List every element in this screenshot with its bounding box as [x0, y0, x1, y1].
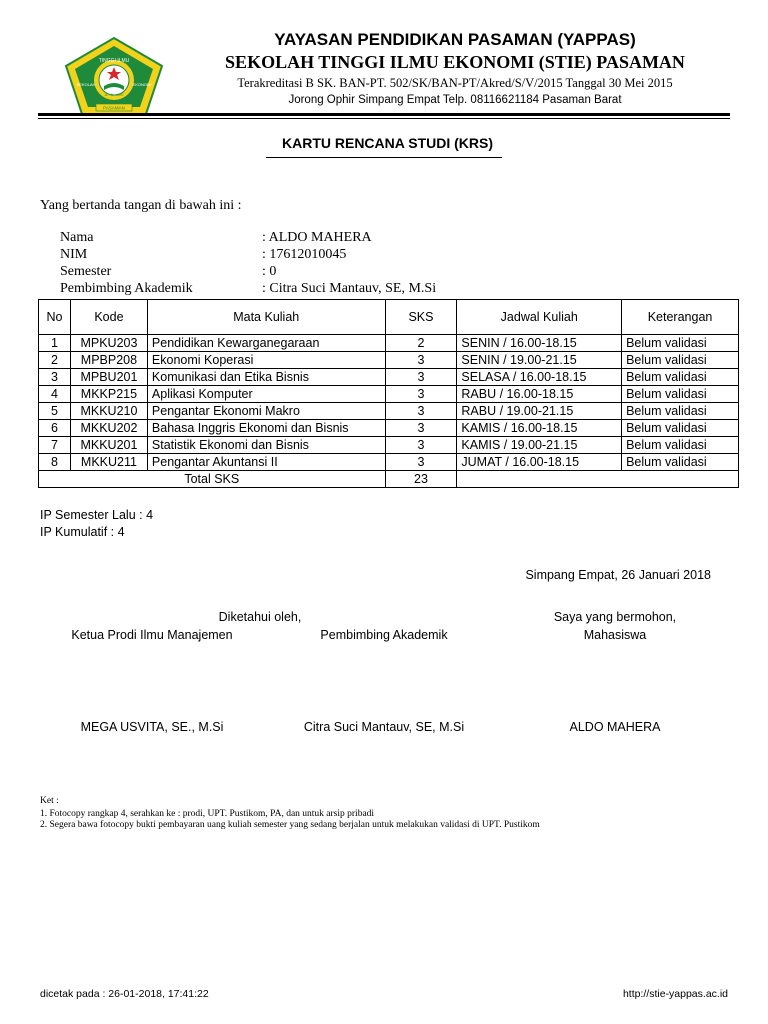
stie-pasaman-logo [62, 36, 166, 116]
student-semester-value: : 0 [262, 264, 277, 279]
cell-mata-kuliah: Aplikasi Komputer [147, 386, 385, 403]
cell-kode: MKKU211 [70, 454, 147, 471]
table-row [39, 386, 739, 403]
student-signature-name: ALDO MAHERA [569, 720, 661, 734]
cell-sks: 3 [385, 420, 457, 437]
school-name: SEKOLAH TINGGI ILMU EKONOMI (STIE) PASAMAN [225, 52, 685, 72]
cell-sks: 3 [385, 403, 457, 420]
cell-sks: 3 [385, 352, 457, 369]
table-row [39, 420, 739, 437]
cell-mata-kuliah: Statistik Ekonomi dan Bisnis [147, 437, 385, 454]
cell-sks: 3 [385, 369, 457, 386]
cell-kode: MKKU210 [70, 403, 147, 420]
printed-timestamp: dicetak pada : 26-01-2018, 17:41:22 [40, 988, 209, 1000]
total-sks-value: 23 [385, 471, 457, 488]
student-role: Mahasiswa [583, 628, 647, 642]
intro-text: Yang bertanda tangan di bawah ini : [40, 198, 242, 213]
cell-jadwal: RABU / 16.00-18.15 [457, 386, 622, 403]
cell-kode: MPBP208 [70, 352, 147, 369]
cell-no: 8 [39, 454, 71, 471]
header-divider-thick [38, 113, 730, 116]
cell-keterangan: Belum validasi [622, 335, 739, 352]
cell-no: 5 [39, 403, 71, 420]
cell-mata-kuliah: Pendidikan Kewarganegaraan [147, 335, 385, 352]
col-header-no: No [39, 300, 71, 335]
document-title: KARTU RENCANA STUDI (KRS) [281, 135, 494, 151]
cell-jadwal: SENIN / 16.00-18.15 [457, 335, 622, 352]
pa-name: Citra Suci Mantauv, SE, M.Si [303, 720, 465, 734]
table-row [39, 369, 739, 386]
cell-kode: MPKU203 [70, 335, 147, 352]
student-name-label: Nama [60, 230, 94, 245]
cell-kode: MKKU201 [70, 437, 147, 454]
foundation-name: YAYASAN PENDIDIKAN PASAMAN (YAPPAS) [274, 30, 636, 49]
place-date: Simpang Empat, 26 Januari 2018 [525, 568, 711, 582]
header-divider-thin [38, 118, 730, 119]
total-empty-cell [457, 471, 739, 488]
student-nim-value: : 17612010045 [262, 247, 347, 262]
cell-jadwal: KAMIS / 19.00-21.15 [457, 437, 622, 454]
cell-no: 4 [39, 386, 71, 403]
col-header-sks: SKS [385, 300, 457, 335]
cell-no: 2 [39, 352, 71, 369]
total-sks-label: Total SKS [39, 471, 386, 488]
student-name-value: : ALDO MAHERA [262, 230, 372, 245]
table-row [39, 403, 739, 420]
logo-top-text: TINGGI ILMU [98, 58, 130, 64]
cell-sks: 3 [385, 454, 457, 471]
logo-left-text: SEKOLAH [76, 82, 96, 87]
table-row [39, 335, 739, 352]
table-row [39, 352, 739, 369]
cell-no: 1 [39, 335, 71, 352]
cell-jadwal: RABU / 19.00-21.15 [457, 403, 622, 420]
cell-sks: 2 [385, 335, 457, 352]
cell-kode: MKKP215 [70, 386, 147, 403]
title-underline [266, 157, 502, 158]
col-header-kode: Kode [70, 300, 147, 335]
ip-kumulatif: IP Kumulatif : 4 [40, 525, 125, 539]
cell-jadwal: JUMAT / 16.00-18.15 [457, 454, 622, 471]
cell-kode: MKKU202 [70, 420, 147, 437]
requester-text: Saya yang bermohon, [553, 610, 677, 624]
accreditation-text: Terakreditasi B SK. BAN-PT. 502/SK/BAN-PT/Akred/S/V/2015 Tanggal 30 Mei 2015 [237, 76, 673, 90]
cell-mata-kuliah: Ekonomi Koperasi [147, 352, 385, 369]
cell-mata-kuliah: Pengantar Akuntansi II [147, 454, 385, 471]
cell-jadwal: KAMIS / 16.00-18.15 [457, 420, 622, 437]
cell-sks: 3 [385, 437, 457, 454]
cell-kode: MPBU201 [70, 369, 147, 386]
col-header-jadwal: Jadwal Kuliah [457, 300, 622, 335]
address-text: Jorong Ophir Simpang Empat Telp. 08116621184 Pasaman Barat [288, 94, 622, 106]
cell-keterangan: Belum validasi [622, 369, 739, 386]
notes-title: Ket : [40, 796, 59, 806]
ip-semester-lalu: IP Semester Lalu : 4 [40, 508, 154, 522]
cell-keterangan: Belum validasi [622, 403, 739, 420]
cell-mata-kuliah: Komunikasi dan Etika Bisnis [147, 369, 385, 386]
known-by-text: Diketahui oleh, [218, 610, 302, 624]
table-header-row [39, 300, 739, 335]
footer-url: http://stie-yappas.ac.id [622, 988, 728, 1000]
logo-right-text: EKONOMI [132, 82, 152, 87]
advisor-label: Pembimbing Akademik [60, 281, 193, 296]
cell-no: 6 [39, 420, 71, 437]
cell-mata-kuliah: Bahasa Inggris Ekonomi dan Bisnis [147, 420, 385, 437]
cell-jadwal: SENIN / 19.00-21.15 [457, 352, 622, 369]
pa-role: Pembimbing Akademik [320, 628, 448, 642]
kaprodi-name: MEGA USVITA, SE., M.Si [80, 720, 224, 734]
note-item: 2. Segera bawa fotocopy bukti pembayaran uang kuliah semester yang sedang berjalan untuk melakukan validasi di UPT. Pustikom [40, 820, 540, 830]
logo-date-text: 11 - 6 - 1997 [104, 93, 124, 97]
cell-jadwal: SELASA / 16.00-18.15 [457, 369, 622, 386]
student-semester-label: Semester [60, 264, 112, 279]
cell-no: 3 [39, 369, 71, 386]
kaprodi-role: Ketua Prodi Ilmu Manajemen [71, 628, 233, 642]
cell-keterangan: Belum validasi [622, 454, 739, 471]
cell-keterangan: Belum validasi [622, 420, 739, 437]
table-row [39, 454, 739, 471]
col-header-keterangan: Keterangan [622, 300, 739, 335]
advisor-value: : Citra Suci Mantauv, SE, M.Si [262, 281, 437, 296]
cell-mata-kuliah: Pengantar Ekonomi Makro [147, 403, 385, 420]
col-header-mata-kuliah: Mata Kuliah [147, 300, 385, 335]
cell-keterangan: Belum validasi [622, 352, 739, 369]
table-row [39, 437, 739, 454]
cell-keterangan: Belum validasi [622, 386, 739, 403]
cell-keterangan: Belum validasi [622, 437, 739, 454]
krs-course-table [38, 299, 739, 488]
table-total-row [39, 471, 739, 488]
cell-sks: 3 [385, 386, 457, 403]
note-item: 1. Fotocopy rangkap 4, serahkan ke : prodi, UPT. Pustikom, PA, dan untuk arsip pribadi [40, 809, 375, 819]
logo-bottom-text: PASAMAN [103, 105, 125, 111]
cell-no: 7 [39, 437, 71, 454]
student-nim-label: NIM [60, 247, 88, 262]
